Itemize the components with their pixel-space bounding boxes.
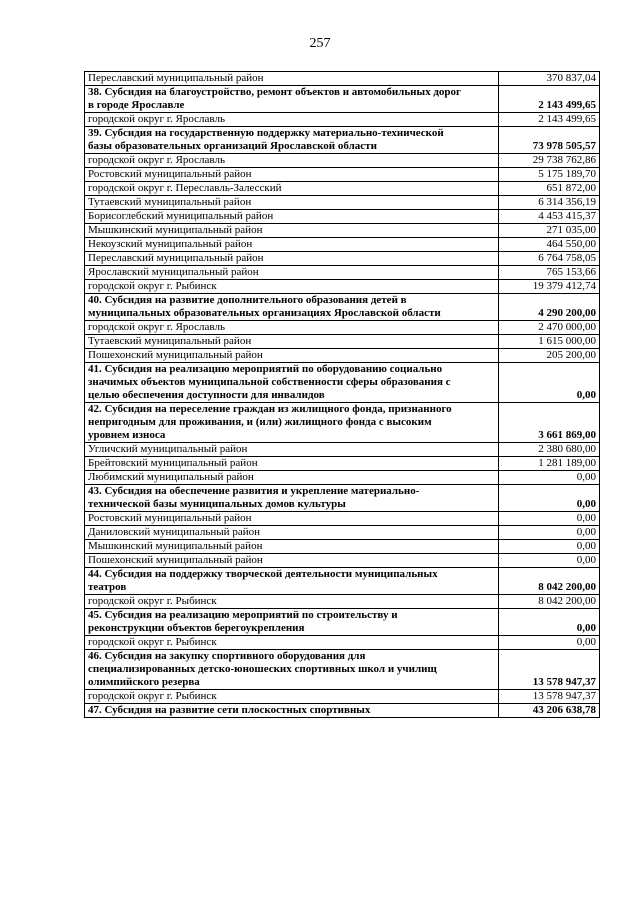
municipality-row xyxy=(85,238,600,252)
municipality-row xyxy=(85,321,600,335)
municipality-row xyxy=(85,280,600,294)
subsidy-heading-row xyxy=(85,86,600,113)
municipality-row xyxy=(85,443,600,457)
municipality-row xyxy=(85,113,600,127)
municipality-amount: 651 872,00 xyxy=(499,182,600,196)
municipality-amount: 1 281 189,00 xyxy=(499,457,600,471)
municipality-name: Переславский муниципальный район xyxy=(85,72,499,86)
municipality-name: Мышкинский муниципальный район xyxy=(85,540,499,554)
subsidy-heading-row xyxy=(85,704,600,718)
municipality-amount: 2 470 000,00 xyxy=(499,321,600,335)
subsidy-total-amount: 13 578 947,37 xyxy=(499,650,600,690)
municipality-amount: 19 379 412,74 xyxy=(499,280,600,294)
municipality-amount: 765 153,66 xyxy=(499,266,600,280)
municipality-amount: 464 550,00 xyxy=(499,238,600,252)
municipality-row xyxy=(85,252,600,266)
subsidy-title: 41. Субсидия на реализацию мероприятий по оборудованию социально значимых объектов муниципальной собственности сферы образования с целью обеспечения доступности для инвалидов xyxy=(85,363,499,403)
municipality-amount: 0,00 xyxy=(499,554,600,568)
subsidy-table-body xyxy=(85,72,600,718)
subsidy-title: 42. Субсидия на переселение граждан из жилищного фонда, признанного непригодным для проживания, и (или) жилищного фонда с высоким уровнем износа xyxy=(85,403,499,443)
municipality-amount: 0,00 xyxy=(499,636,600,650)
municipality-row xyxy=(85,154,600,168)
subsidy-total-amount: 0,00 xyxy=(499,485,600,512)
subsidy-title: 45. Субсидия на реализацию мероприятий по строительству и реконструкции объектов берегоукрепления xyxy=(85,609,499,636)
subsidy-title: 38. Субсидия на благоустройство, ремонт объектов и автомобильных дорог в городе Ярославле xyxy=(85,86,499,113)
municipality-name: Борисоглебский муниципальный район xyxy=(85,210,499,224)
municipality-name: Ростовский муниципальный район xyxy=(85,168,499,182)
subsidy-title: 43. Субсидия на обеспечение развития и укрепление материально-технической базы муниципальных домов культуры xyxy=(85,485,499,512)
municipality-row xyxy=(85,471,600,485)
municipality-row xyxy=(85,168,600,182)
municipality-name: городской округ г. Ярославль xyxy=(85,154,499,168)
municipality-name: Тутаевский муниципальный район xyxy=(85,196,499,210)
municipality-name: Пошехонский муниципальный район xyxy=(85,349,499,363)
municipality-row xyxy=(85,554,600,568)
municipality-row xyxy=(85,266,600,280)
subsidy-heading-row xyxy=(85,363,600,403)
municipality-row xyxy=(85,349,600,363)
municipality-name: Угличский муниципальный район xyxy=(85,443,499,457)
municipality-name: Брейтовский муниципальный район xyxy=(85,457,499,471)
municipality-amount: 6 764 758,05 xyxy=(499,252,600,266)
subsidy-heading-row xyxy=(85,650,600,690)
municipality-name: Ростовский муниципальный район xyxy=(85,512,499,526)
subsidy-total-amount: 73 978 505,57 xyxy=(499,127,600,154)
subsidy-heading-row xyxy=(85,403,600,443)
municipality-amount: 2 380 680,00 xyxy=(499,443,600,457)
municipality-amount: 370 837,04 xyxy=(499,72,600,86)
municipality-amount: 8 042 200,00 xyxy=(499,595,600,609)
municipality-amount: 5 175 189,70 xyxy=(499,168,600,182)
municipality-name: Ярославский муниципальный район xyxy=(85,266,499,280)
subsidy-table xyxy=(84,71,600,718)
municipality-row xyxy=(85,224,600,238)
municipality-row xyxy=(85,335,600,349)
subsidy-heading-row xyxy=(85,294,600,321)
subsidy-title: 44. Субсидия на поддержку творческой деятельности муниципальных театров xyxy=(85,568,499,595)
subsidy-total-amount: 3 661 869,00 xyxy=(499,403,600,443)
municipality-amount: 205 200,00 xyxy=(499,349,600,363)
subsidy-heading-row xyxy=(85,127,600,154)
municipality-amount: 0,00 xyxy=(499,526,600,540)
municipality-amount: 0,00 xyxy=(499,471,600,485)
municipality-name: Переславский муниципальный район xyxy=(85,252,499,266)
municipality-name: Даниловский муниципальный район xyxy=(85,526,499,540)
municipality-row xyxy=(85,512,600,526)
municipality-row xyxy=(85,540,600,554)
municipality-row xyxy=(85,690,600,704)
municipality-amount: 0,00 xyxy=(499,540,600,554)
subsidy-heading-row xyxy=(85,609,600,636)
subsidy-title: 40. Субсидия на развитие дополнительного образования детей в муниципальных образовательных организациях Ярославской области xyxy=(85,294,499,321)
municipality-name: городской округ г. Переславль-Залесский xyxy=(85,182,499,196)
municipality-amount: 0,00 xyxy=(499,512,600,526)
municipality-name: городской округ г. Рыбинск xyxy=(85,595,499,609)
municipality-name: городской округ г. Рыбинск xyxy=(85,280,499,294)
municipality-amount: 271 035,00 xyxy=(499,224,600,238)
subsidy-heading-row xyxy=(85,485,600,512)
subsidy-heading-row xyxy=(85,568,600,595)
subsidy-title: 39. Субсидия на государственную поддержку материально-технической базы образовательных организаций Ярославской области xyxy=(85,127,499,154)
municipality-name: городской округ г. Ярославль xyxy=(85,113,499,127)
municipality-name: Мышкинский муниципальный район xyxy=(85,224,499,238)
subsidy-total-amount: 4 290 200,00 xyxy=(499,294,600,321)
municipality-name: Пошехонский муниципальный район xyxy=(85,554,499,568)
municipality-row xyxy=(85,196,600,210)
municipality-name: городской округ г. Рыбинск xyxy=(85,636,499,650)
municipality-row xyxy=(85,636,600,650)
subsidy-total-amount: 8 042 200,00 xyxy=(499,568,600,595)
municipality-amount: 1 615 000,00 xyxy=(499,335,600,349)
municipality-name: Любимский муниципальный район xyxy=(85,471,499,485)
subsidy-total-amount: 2 143 499,65 xyxy=(499,86,600,113)
subsidy-title: 46. Субсидия на закупку спортивного оборудования для специализированных детско-юношеских спортивных школ и училищ олимпийского резерва xyxy=(85,650,499,690)
subsidy-title: 47. Субсидия на развитие сети плоскостных спортивных xyxy=(85,704,499,718)
municipality-name: Тутаевский муниципальный район xyxy=(85,335,499,349)
municipality-row xyxy=(85,457,600,471)
page-number: 257 xyxy=(309,36,331,51)
municipality-name: городской округ г. Рыбинск xyxy=(85,690,499,704)
subsidy-total-amount: 0,00 xyxy=(499,363,600,403)
municipality-amount: 13 578 947,37 xyxy=(499,690,600,704)
municipality-amount: 2 143 499,65 xyxy=(499,113,600,127)
municipality-row xyxy=(85,210,600,224)
municipality-name: Некоузский муниципальный район xyxy=(85,238,499,252)
municipality-amount: 4 453 415,37 xyxy=(499,210,600,224)
subsidy-total-amount: 43 206 638,78 xyxy=(499,704,600,718)
municipality-row xyxy=(85,595,600,609)
municipality-row xyxy=(85,72,600,86)
subsidy-total-amount: 0,00 xyxy=(499,609,600,636)
municipality-row xyxy=(85,182,600,196)
municipality-amount: 6 314 356,19 xyxy=(499,196,600,210)
municipality-row xyxy=(85,526,600,540)
municipality-amount: 29 738 762,86 xyxy=(499,154,600,168)
municipality-name: городской округ г. Ярославль xyxy=(85,321,499,335)
